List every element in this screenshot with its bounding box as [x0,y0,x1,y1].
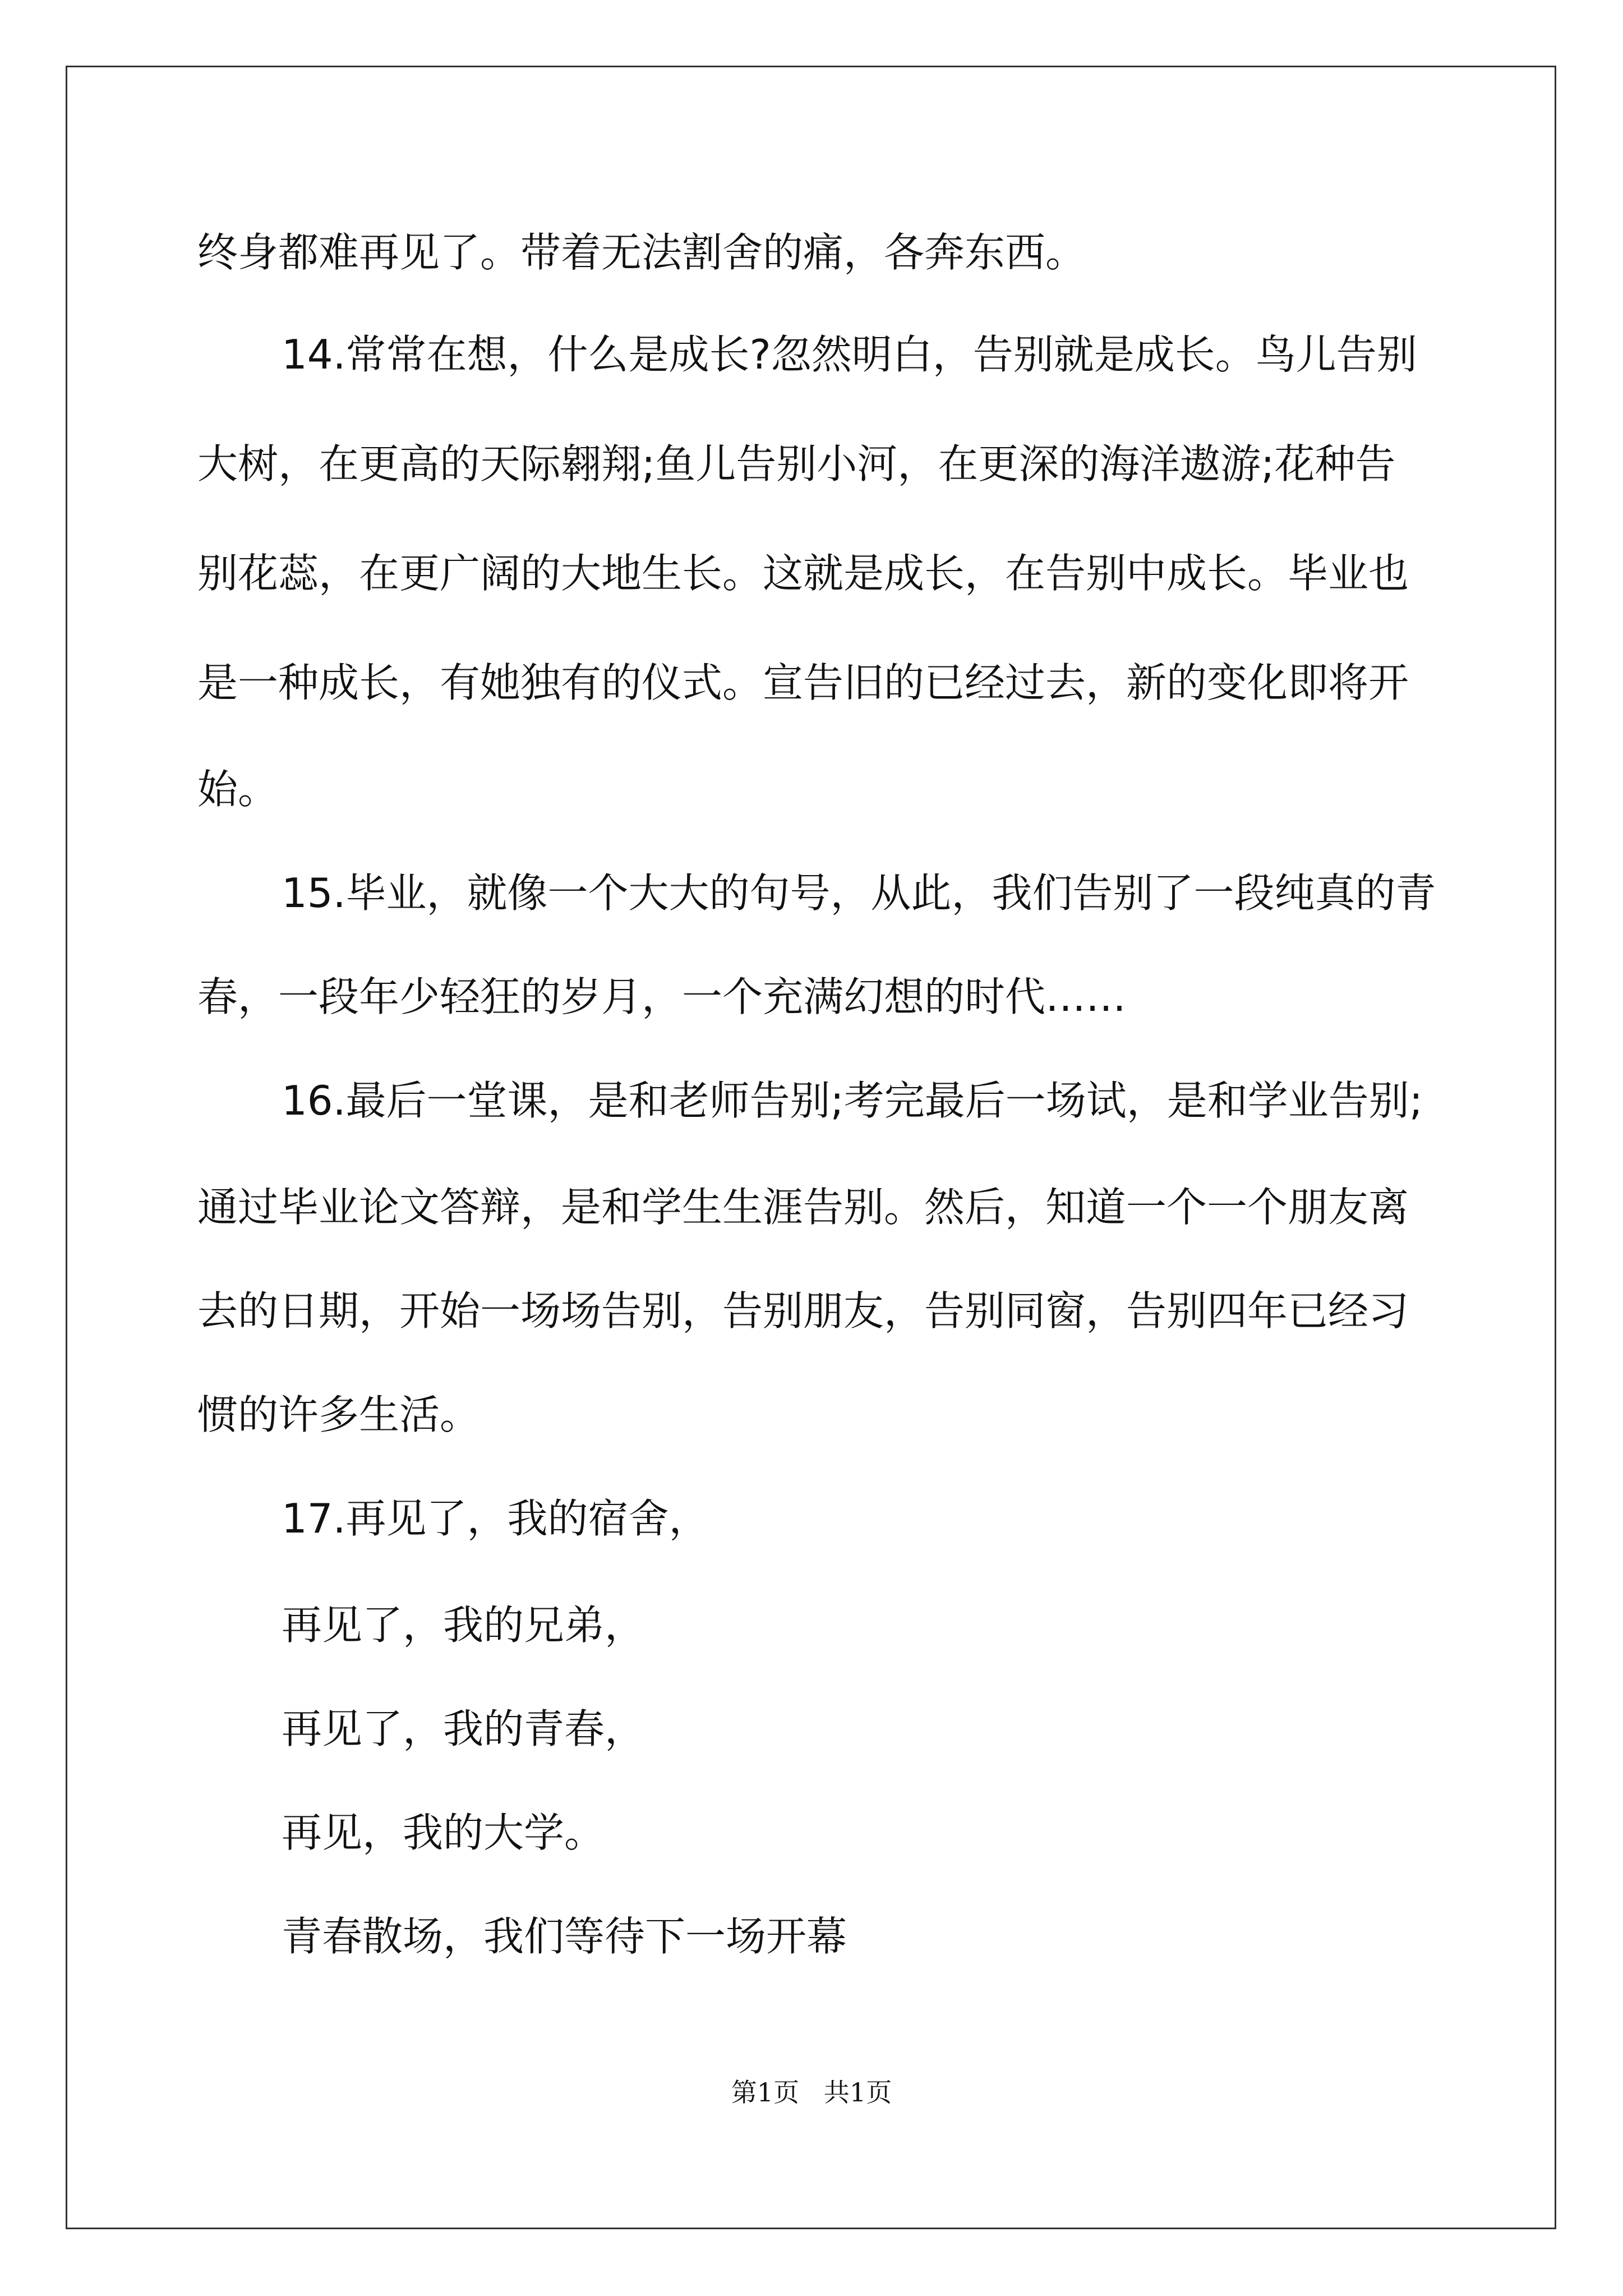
page-number-footer: 第1页 共1页 [731,2077,892,2108]
paragraph-15-line-1: 15.毕业，就像一个大大的句号，从此，我们告别了一段纯真的青 [282,869,1436,917]
paragraph-17-line-2: 再见了，我的兄弟， [282,1602,645,1649]
page-border [66,66,1556,2229]
paragraph-16-line-4: 惯的许多生活。 [197,1391,481,1438]
text-line: 终身都难再见了。带着无法割舍的痛，各奔东西。 [197,229,1086,276]
paragraph-14-line-1: 14.常常在想，什么是成长?忽然明白，告别就是成长。鸟儿告别 [282,331,1417,378]
paragraph-17-line-3: 再见了，我的青春， [282,1705,645,1752]
paragraph-16-line-2: 通过毕业论文答辩，是和学生生涯告别。然后，知道一个一个朋友离 [197,1184,1409,1231]
paragraph-16-line-3: 去的日期，开始一场场告别，告别朋友，告别同窗，告别四年已经习 [197,1287,1409,1335]
paragraph-17-line-4: 再见，我的大学。 [282,1809,605,1856]
paragraph-15-line-2: 春，一段年少轻狂的岁月，一个充满幻想的时代…… [197,973,1127,1020]
paragraph-17-line-1: 17.再见了，我的宿舍， [282,1495,709,1542]
paragraph-14-line-3: 别花蕊，在更广阔的大地生长。这就是成长，在告别中成长。毕业也 [197,550,1409,597]
paragraph-14-line-2: 大树，在更高的天际翱翔;鱼儿告别小河，在更深的海洋遨游;花种告 [197,440,1396,487]
paragraph-14-line-5: 始。 [197,766,279,813]
paragraph-17-line-5: 青春散场，我们等待下一场开幕 [282,1913,847,1960]
paragraph-14-line-4: 是一种成长，有她独有的仪式。宣告旧的已经过去，新的变化即将开 [197,659,1409,706]
paragraph-16-line-1: 16.最后一堂课，是和老师告别;考完最后一场试，是和学业告别; [282,1077,1423,1124]
